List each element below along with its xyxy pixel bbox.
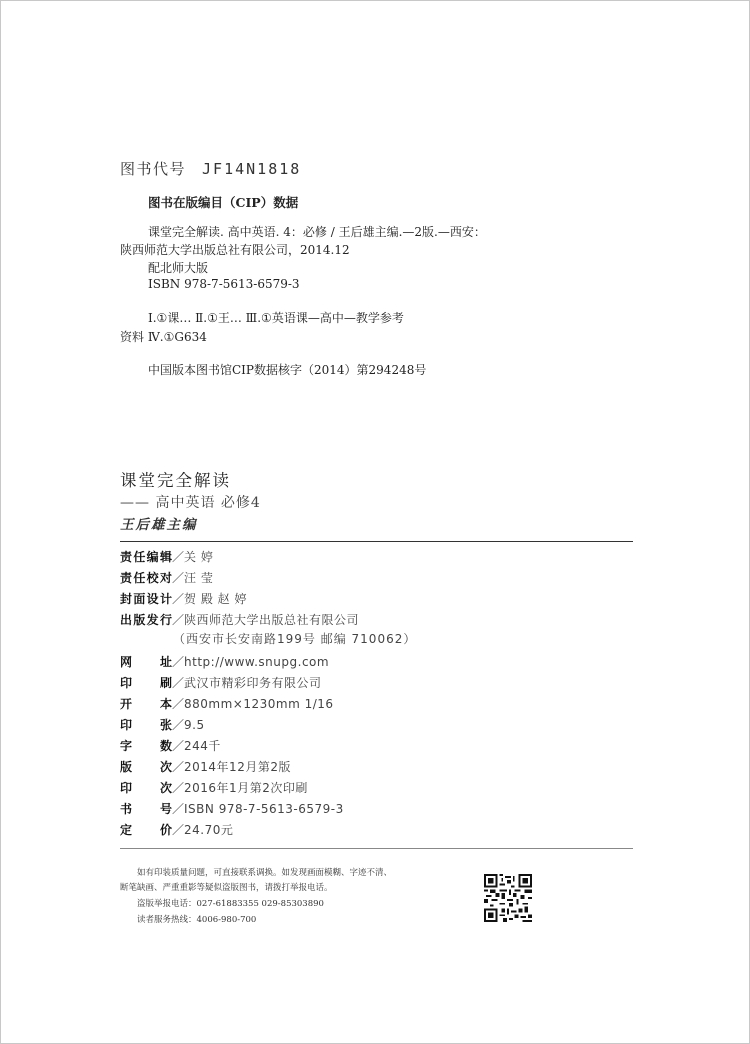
imprint-label: 责任校对	[120, 571, 172, 585]
imprint-value: 武汉市精彩印务有限公司	[184, 676, 322, 690]
imprint-value: 2014年12月第2版	[184, 760, 291, 774]
book-code-label: 图书代号	[120, 160, 187, 178]
imprint-label: 印刷	[120, 676, 172, 690]
imprint-value: 关 婷	[184, 550, 214, 564]
imprint-label: 开本	[120, 697, 172, 711]
book-code-value: JF14N1818	[202, 160, 302, 178]
cip-subject-line: 资料 Ⅳ.①G634	[120, 330, 207, 344]
imprint-row-price: 定价／24.70元	[120, 823, 234, 837]
imprint-label: 印张	[120, 718, 172, 732]
imprint-value: 9.5	[184, 718, 205, 732]
cip-heading: 图书在版编目（CIP）数据	[148, 195, 299, 210]
website-link[interactable]: http://www.snupg.com	[184, 655, 330, 669]
imprint-label: 字数	[120, 739, 172, 753]
imprint-label: 封面设计	[120, 592, 172, 606]
imprint-row-sheets: 印张／9.5	[120, 718, 205, 732]
publisher-address: （西安市长安南路199号 邮编 710062）	[173, 632, 417, 646]
imprint-label: 定价	[120, 823, 172, 837]
imprint-value: 2016年1月第2次印刷	[184, 781, 308, 795]
imprint-row-responsible-editor: 责任编辑／关 婷	[120, 550, 214, 564]
imprint-label: 印次	[120, 781, 172, 795]
imprint-row-cover-design: 封面设计／贺 殿 赵 婷	[120, 592, 247, 606]
imprint-value: 244千	[184, 739, 221, 753]
cip-subject-line: Ⅰ.①课… Ⅱ.①王… Ⅲ.①英语课—高中—教学参考	[148, 311, 404, 325]
imprint-row-printing: 印次／2016年1月第2次印刷	[120, 781, 308, 795]
book-title: 课堂完全解读	[120, 471, 231, 490]
imprint-value: 贺 殿 赵 婷	[184, 592, 247, 606]
imprint-row-printer: 印刷／武汉市精彩印务有限公司	[120, 676, 322, 690]
notice-line: 如有印装质量问题，可直接联系调换。如发现画面模糊、字迹不清、	[137, 868, 393, 878]
imprint-row-proofreader: 责任校对／汪 莹	[120, 571, 214, 585]
imprint-label: 责任编辑	[120, 550, 172, 564]
imprint-value: 880mm×1230mm 1/16	[184, 697, 334, 711]
book-subtitle: —— 高中英语 必修4	[120, 495, 261, 511]
imprint-label: 出版发行	[120, 613, 172, 627]
cip-record-line: 课堂完全解读. 高中英语. 4：必修 / 王后雄主编.—2版.—西安：	[148, 225, 486, 239]
qr-code-icon	[484, 874, 532, 922]
imprint-label: 书号	[120, 802, 172, 816]
notice-line: 盗版举报电话：027-61883355 029-85303890	[137, 899, 324, 909]
imprint-row-format: 开本／880mm×1230mm 1/16	[120, 697, 334, 711]
cip-record-line: 配北师大版	[148, 261, 209, 275]
imprint-value: ISBN 978-7-5613-6579-3	[184, 802, 344, 816]
imprint-value: 汪 莹	[184, 571, 214, 585]
notice-line: 断笔缺画、严重重影等疑似盗版图书，请拨打举报电话。	[120, 883, 333, 893]
cip-record-line: 陕西师范大学出版总社有限公司，2014.12	[120, 243, 350, 257]
imprint-value: 24.70元	[184, 823, 234, 837]
cip-approval-number: 中国版本图书馆CIP数据核字（2014）第294248号	[148, 363, 427, 377]
divider	[120, 541, 633, 542]
imprint-label: 版次	[120, 760, 172, 774]
cip-isbn-line: ISBN 978-7-5613-6579-3	[148, 277, 300, 291]
imprint-row-edition: 版次／2014年12月第2版	[120, 760, 291, 774]
imprint-row-website: 网址／http://www.snupg.com	[120, 655, 330, 669]
book-code	[120, 158, 301, 179]
divider	[120, 848, 633, 849]
imprint-value: 陕西师范大学出版总社有限公司	[184, 613, 360, 627]
imprint-label: 网址	[120, 655, 172, 669]
imprint-row-word-count: 字数／244千	[120, 739, 221, 753]
book-editor: 王后雄主编	[120, 517, 198, 533]
notice-line: 读者服务热线：4006-980-700	[137, 915, 257, 925]
imprint-row-publisher: 出版发行／陕西师范大学出版总社有限公司	[120, 613, 360, 627]
imprint-row-isbn: 书号／ISBN 978-7-5613-6579-3	[120, 802, 344, 816]
